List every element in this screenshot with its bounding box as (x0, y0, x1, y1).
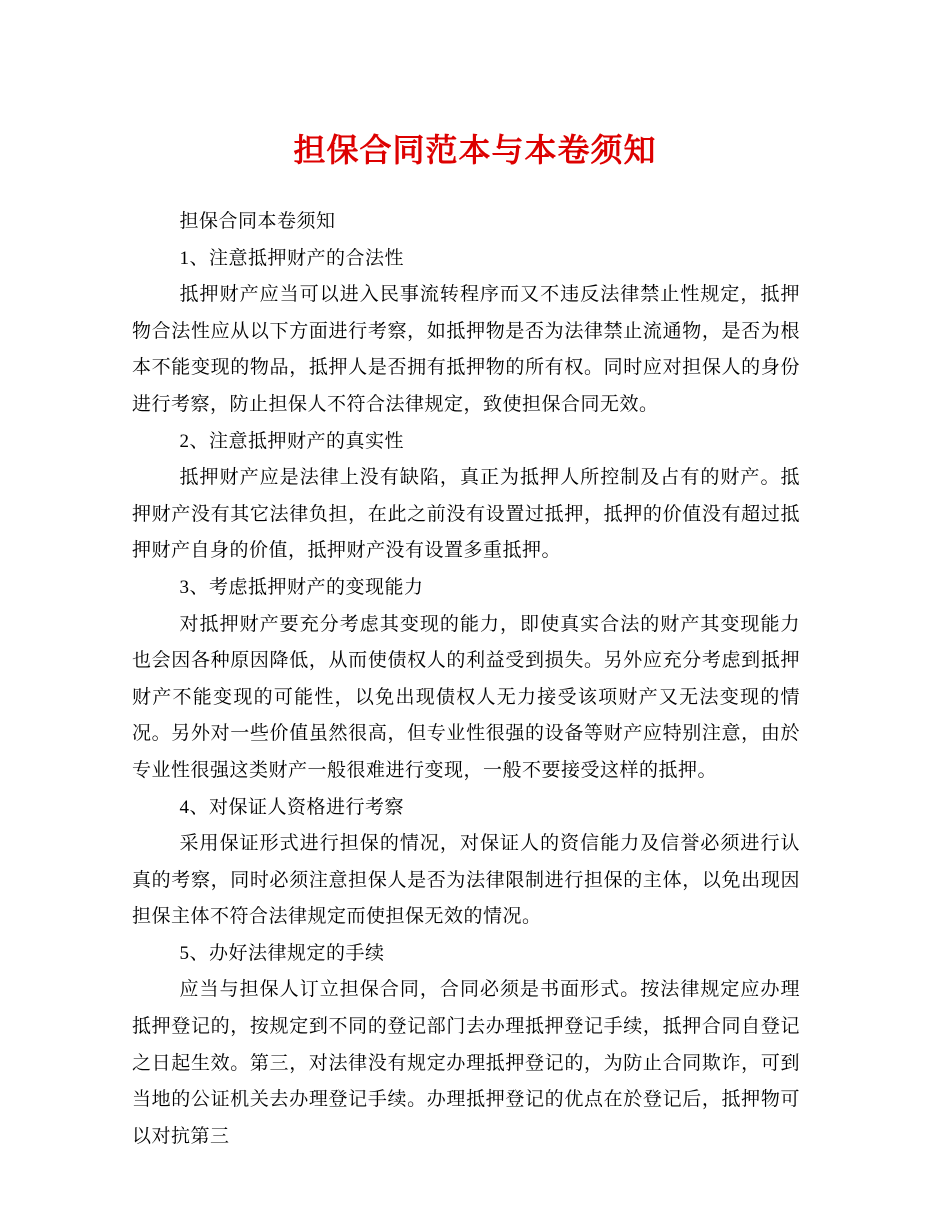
document-title: 担保合同范本与本卷须知 (293, 132, 657, 168)
section-2-heading: 2、注意抵押财产的真实性 (179, 430, 405, 452)
section-5-heading: 5、办好法律规定的手续 (179, 942, 385, 964)
section-3-heading: 3、考虑抵押财产的变现能力 (179, 576, 424, 598)
section-4-body: 采用保证形式进行担保的情况，对保证人的资信能力及信誉必须进行认真的考察，同时必须注意担保人是否为法律限制进行担保的主体，以免出现因担保主体不符合法律规定而使担保无效的情况。 (132, 833, 800, 928)
intro-line: 担保合同本卷须知 (179, 211, 336, 232)
section-1-body: 抵押财产应当可以进入民事流转程序而又不违反法律禁止性规定，抵押物合法性应从以下方面进行考察，如抵押物是否为法律禁止流通物，是否为根本不能变现的物品，抵押人是否拥有抵押物的所有权。同时应对担保人的身份进行考察，防止担保人不符合法律规定，致使担保合同无效。 (132, 284, 800, 415)
section-2-body: 抵押财产应是法律上没有缺陷，真正为抵押人所控制及占有的财产。抵押财产没有其它法律负担，在此之前没有设置过抵押，抵押的价值没有超过抵押财产自身的价值，抵押财产没有设置多重抵押。 (132, 467, 800, 562)
section-3-body: 对抵押财产要充分考虑其变现的能力，即使真实合法的财产其变现能力也会因各种原因降低，从而使债权人的利益受到损失。另外应充分考虑到抵押财产不能变现的可能性，以免出现债权人无力接受该项财产又无法变现的情况。另外对一些价值虽然很高，但专业性很强的设备等财产应特别注意，由於专业性很强这类财产一般很难进行变现，一般不要接受这样的抵押。 (132, 613, 800, 781)
document-body (132, 204, 800, 1155)
section-4-heading: 4、对保证人资格进行考察 (179, 796, 405, 818)
section-5-body: 应当与担保人订立担保合同，合同必须是书面形式。按法律规定应办理抵押登记的，按规定到不同的登记部门去办理抵押登记手续，抵押合同自登记之日起生效。第三，对法律没有规定办理抵押登记的，为防止合同欺诈，可到当地的公证机关去办理登记手续。办理抵押登记的优点在於登记后，抵押物可以对抗第三 (132, 979, 800, 1147)
section-1-heading: 1、注意抵押财产的合法性 (179, 247, 405, 269)
